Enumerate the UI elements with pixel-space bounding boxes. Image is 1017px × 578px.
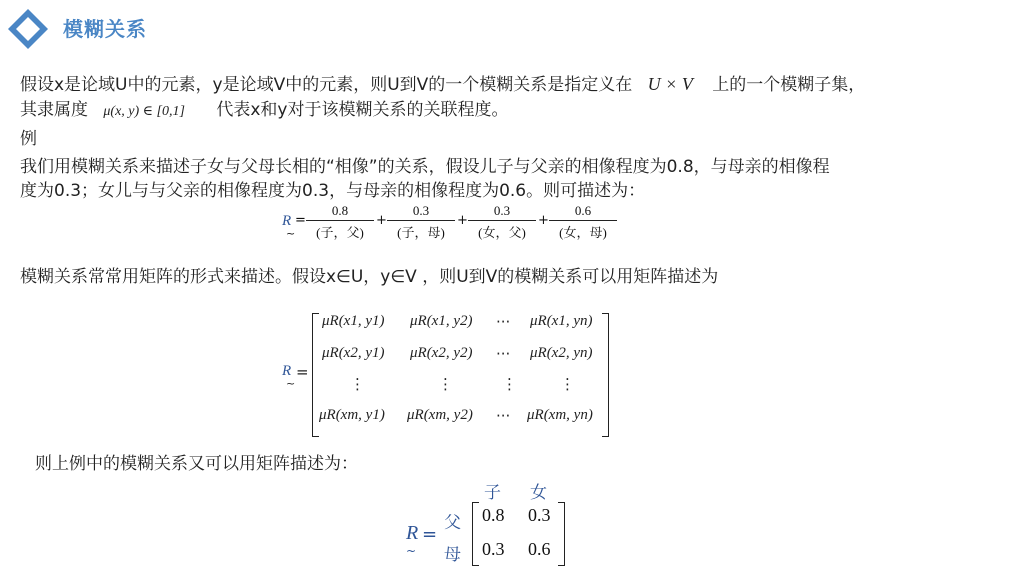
matrix-right-bracket <box>558 502 565 566</box>
fraction-bar <box>387 220 455 221</box>
diamond-logo-icon <box>6 7 50 51</box>
intro-text-c: 其隶属度 <box>20 100 88 120</box>
matrix-cell: ··· <box>496 313 511 331</box>
matrix-cell: μR(xm, y2) <box>407 407 473 423</box>
matrix-value: 0.6 <box>528 539 551 559</box>
fraction-numerator: 0.8 <box>331 203 349 218</box>
general-membership-matrix <box>282 309 622 437</box>
matrix-value: 0.8 <box>482 505 505 525</box>
equals-sign: = <box>422 524 438 545</box>
matrix-cell: μR(x1, yn) <box>530 313 593 329</box>
matrix-cell: ··· <box>496 345 511 363</box>
intro-text-b: 上的一个模糊子集， <box>712 75 866 95</box>
matrix-cell: μR(x1, y2) <box>410 313 473 329</box>
matrix-cell: ··· <box>496 407 511 425</box>
example-text-line-2: 度为0.3；女儿与与父亲的相像程度为0.3，与母亲的相像程度为0.6。则可描述为： <box>20 181 646 201</box>
matrix-cell: μR(x1, y1) <box>322 313 385 329</box>
fraction-denominator: (女，母) <box>559 225 607 240</box>
fraction-term <box>468 203 536 241</box>
matrix-cell: ⋮ <box>502 375 517 393</box>
equals-sign: = <box>295 213 306 228</box>
matrix-cell: μR(x2, y2) <box>410 345 473 361</box>
fraction-term <box>306 203 374 241</box>
plus-sign: + <box>376 213 387 228</box>
fraction-denominator: (子，父) <box>316 225 364 240</box>
equals-sign: = <box>296 363 309 381</box>
fraction-bar <box>306 220 374 221</box>
matrix-intro-text: 模糊关系常常用矩阵的形式来描述。假设x∈U，y∈V ，则U到V的模糊关系可以用矩阵描述为 <box>20 267 719 287</box>
tilde-mark: ~ <box>406 544 417 558</box>
matrix-right-bracket <box>602 313 609 437</box>
matrix-cell: μR(x2, yn) <box>530 345 593 361</box>
tilde-mark: ~ <box>286 377 296 390</box>
example-membership-matrix <box>400 478 600 576</box>
matrix-cell: μR(xm, yn) <box>527 407 593 423</box>
fraction-numerator: 0.3 <box>412 203 430 218</box>
fraction-denominator: (子，母) <box>397 225 445 240</box>
column-header-son: 子 <box>484 483 501 502</box>
relation-symbol: R <box>406 522 419 544</box>
intro-line-2 <box>20 95 508 120</box>
fraction-denominator: (女，父) <box>478 225 526 240</box>
matrix-cell: ⋮ <box>438 375 453 393</box>
fraction-bar <box>549 220 617 221</box>
relation-symbol: R <box>282 213 292 229</box>
matrix-cell: ⋮ <box>560 375 575 393</box>
relation-symbol: R <box>282 363 292 379</box>
fraction-numerator: 0.3 <box>493 203 511 218</box>
example-label: 例 <box>20 129 37 149</box>
example-text-line-1: 我们用模糊关系来描述子女与父母长相的“相像”的关系，假设儿子与父亲的相像程度为0.8，与母亲的相像程 <box>20 157 830 177</box>
column-header-daughter: 女 <box>530 483 547 502</box>
fraction-bar <box>468 220 536 221</box>
tilde-mark: ~ <box>286 227 296 240</box>
fraction-numerator: 0.6 <box>574 203 592 218</box>
matrix-left-bracket <box>312 313 319 437</box>
fraction-term <box>549 203 617 241</box>
membership-formula: μ(x, y) ∈ [0,1] <box>103 104 185 119</box>
intro-text-d: 代表x和y对于该模糊关系的关联程度。 <box>216 100 509 120</box>
matrix-value: 0.3 <box>482 539 505 559</box>
matrix-cell: ⋮ <box>350 375 365 393</box>
plus-sign: + <box>457 213 468 228</box>
example-matrix-intro: 则上例中的模糊关系又可以用矩阵描述为： <box>35 454 358 474</box>
row-header-father: 父 <box>444 513 461 532</box>
intro-line-1 <box>20 70 865 95</box>
matrix-cell: μR(xm, y1) <box>319 407 385 423</box>
intro-text-a: 假设x是论域U中的元素，y是论域V中的元素，则U到V的一个模糊关系是指定义在 <box>20 75 633 95</box>
matrix-value: 0.3 <box>528 505 551 525</box>
plus-sign: + <box>538 213 549 228</box>
row-header-mother: 母 <box>444 545 461 564</box>
page-title: 模糊关系 <box>63 17 147 41</box>
intro-cartesian-product: U × V <box>647 74 693 94</box>
matrix-left-bracket <box>472 502 479 566</box>
matrix-cell: μR(x2, y1) <box>322 345 385 361</box>
fraction-term <box>387 203 455 241</box>
